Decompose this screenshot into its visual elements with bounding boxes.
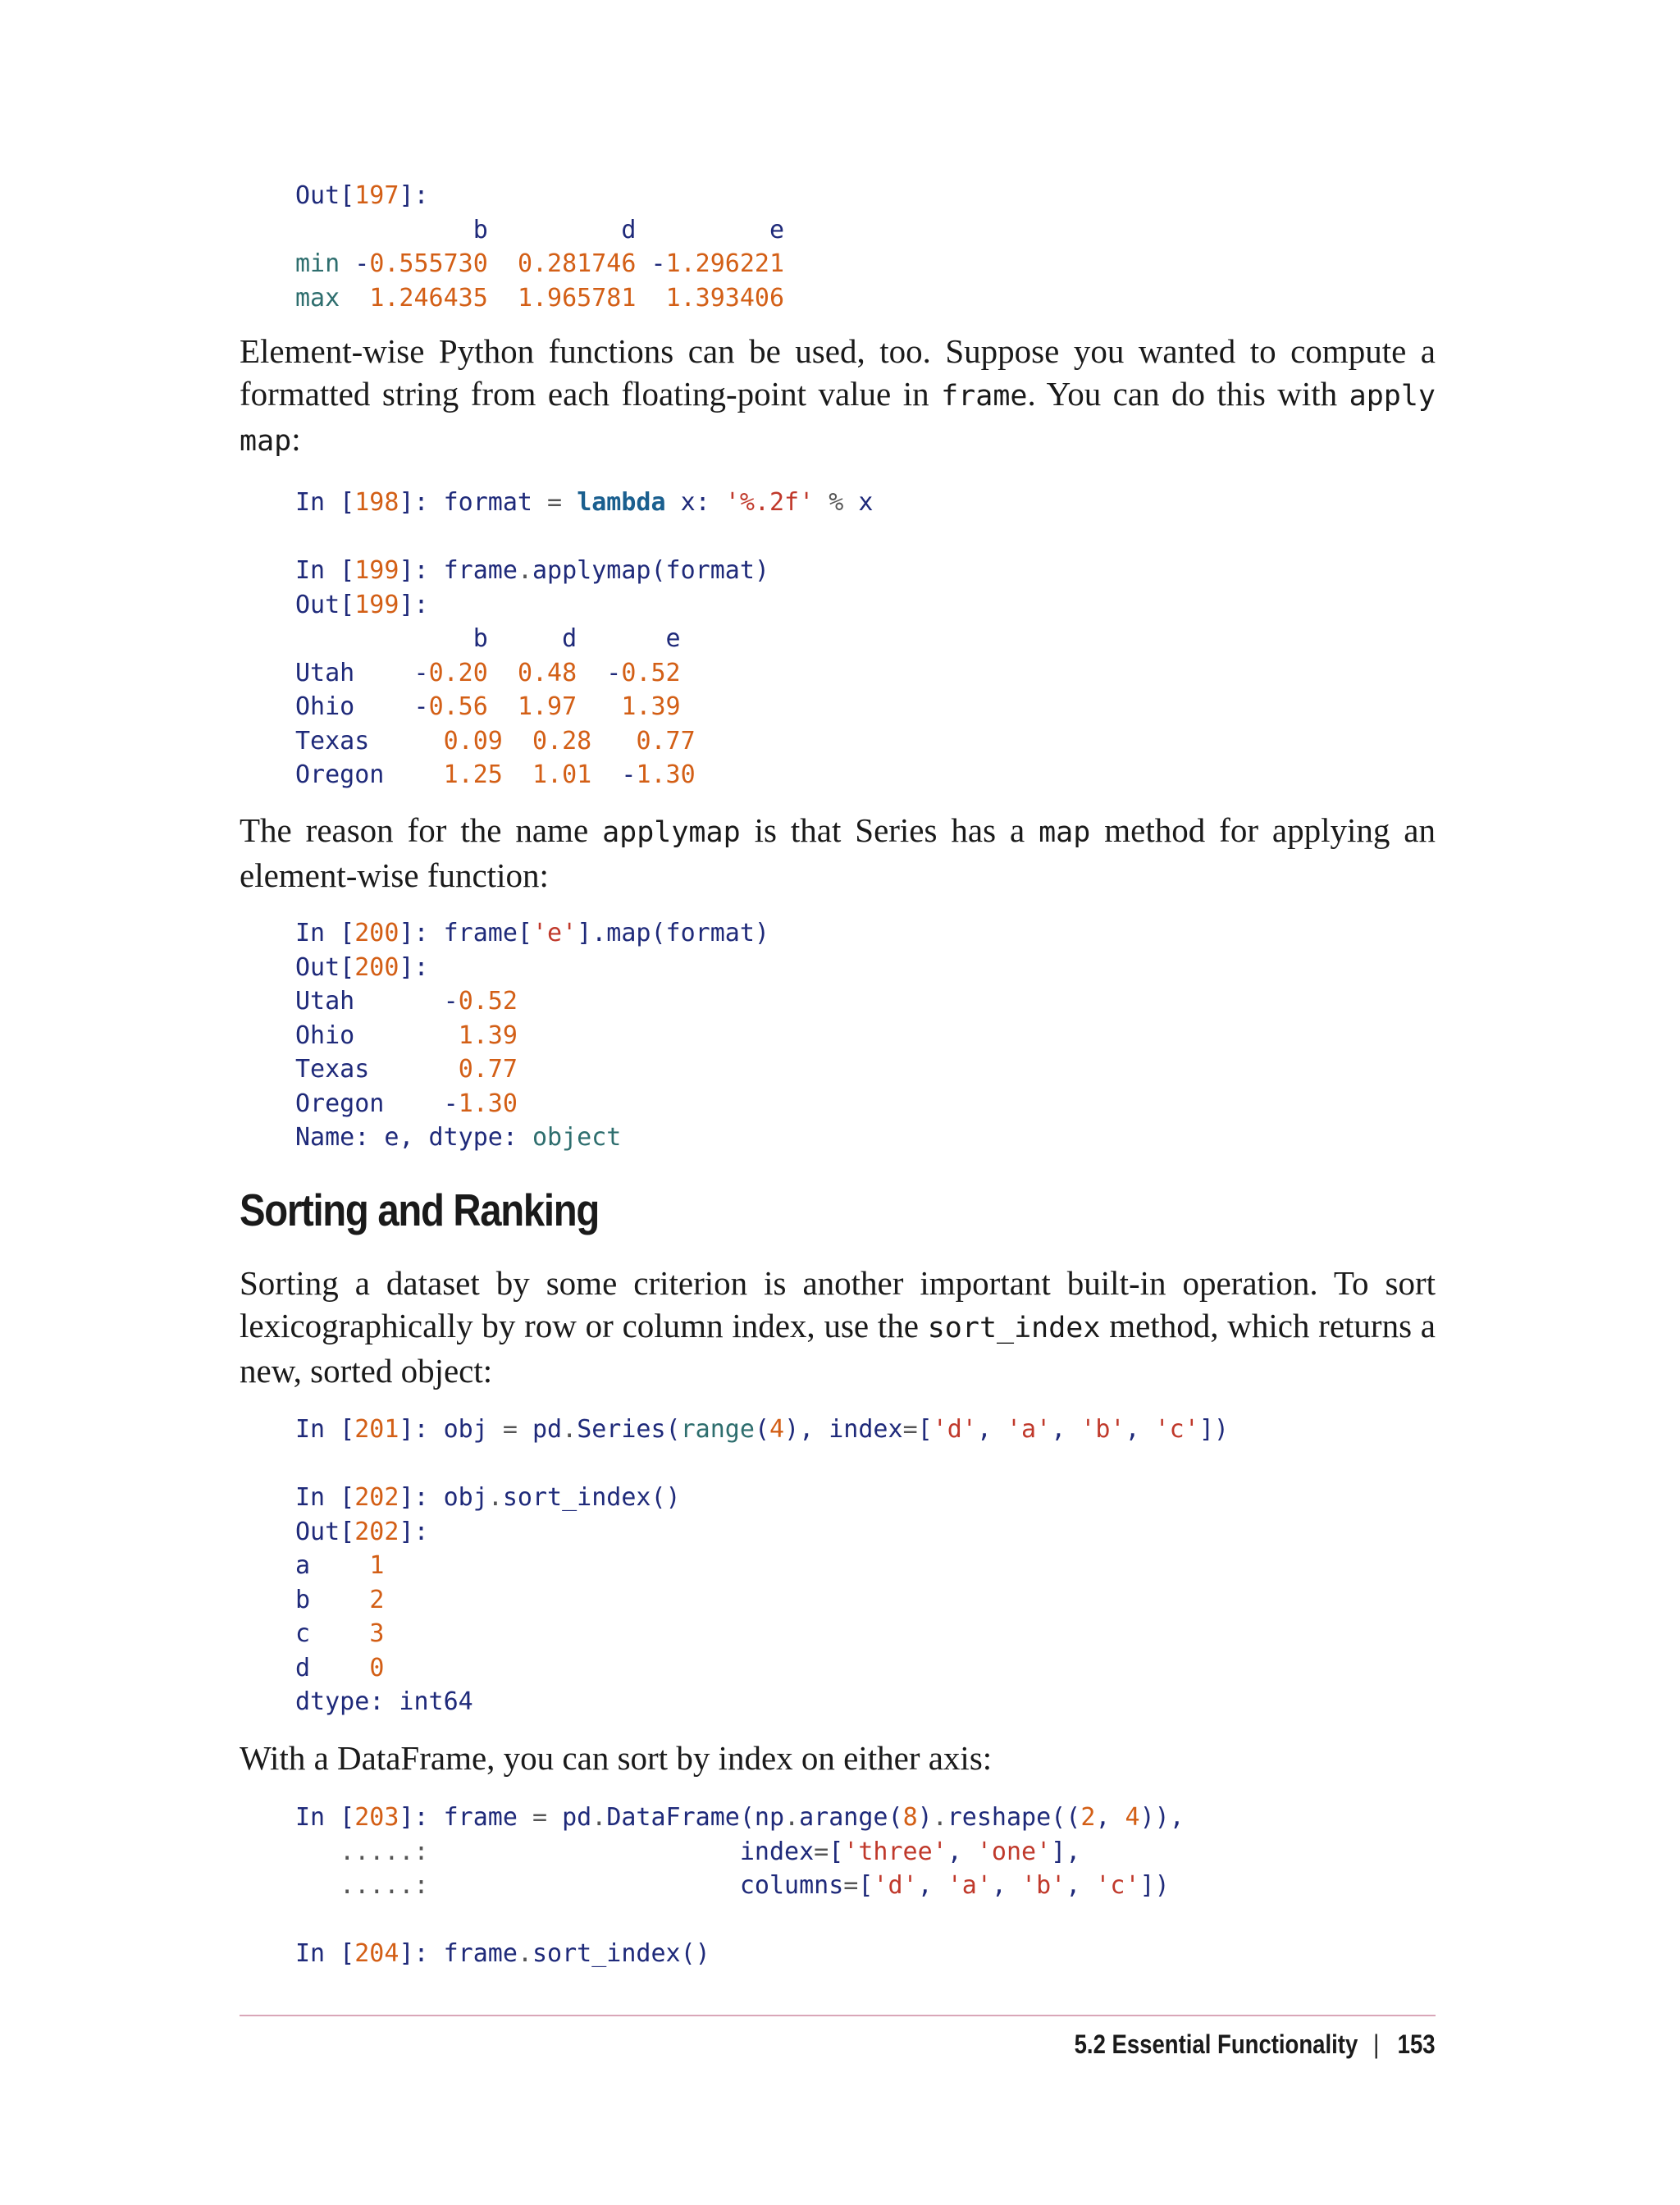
code-token: frame xyxy=(443,1803,518,1832)
code-token: sort_index() xyxy=(502,1483,681,1512)
code-token: ]: xyxy=(399,1803,444,1832)
inline-code: applymap xyxy=(602,816,741,849)
code-token: 1.01 xyxy=(532,760,592,789)
code-token: 202 xyxy=(354,1483,399,1512)
code-token: ]: xyxy=(399,181,429,210)
code-token xyxy=(488,659,518,687)
code-token xyxy=(591,727,636,756)
code-token: , xyxy=(947,1837,977,1866)
code-token: Out[ xyxy=(295,952,355,982)
inline-code: frame xyxy=(941,380,1028,413)
code-token: In [ xyxy=(295,1939,355,1968)
code-token: Oregon xyxy=(295,1089,444,1118)
code-token: , xyxy=(1125,1415,1155,1444)
code-token: 4 xyxy=(769,1415,785,1444)
code-token: . xyxy=(591,1803,607,1832)
code-token: - xyxy=(413,692,429,721)
code-token: [ xyxy=(917,1415,933,1444)
code-token: In [ xyxy=(295,919,355,947)
code-token: ]: xyxy=(399,590,429,619)
code-token: x: xyxy=(665,488,725,517)
code-token: applymap(format) xyxy=(532,556,769,585)
code-token: . xyxy=(487,1483,503,1512)
code-token: Out[ xyxy=(295,181,355,210)
code-token: 1.965781 xyxy=(517,283,637,313)
code-token: In [ xyxy=(295,556,355,585)
code-token: 200 xyxy=(354,952,399,982)
code-token: arange( xyxy=(799,1803,903,1832)
code-token: lambda xyxy=(577,488,666,517)
code-token: 199 xyxy=(354,590,399,619)
code-token: In [ xyxy=(295,1483,355,1512)
code-token: 200 xyxy=(354,919,399,947)
code-token xyxy=(488,284,518,313)
code-token: 8 xyxy=(902,1803,918,1832)
code-token: Out[ xyxy=(295,1517,355,1546)
code-block-4 xyxy=(295,1413,1229,1719)
code-token: 0.52 xyxy=(458,987,518,1016)
code-token: columns xyxy=(739,1871,844,1900)
code-token: b d e xyxy=(295,624,681,653)
footer-rule xyxy=(240,2015,1436,2016)
page-footer xyxy=(1075,2026,1436,2062)
code-token: 1.97 xyxy=(517,692,578,721)
code-token: ], xyxy=(1051,1837,1081,1866)
code-token: obj xyxy=(443,1483,488,1512)
code-token: ), index xyxy=(784,1415,903,1444)
code-token: 0 xyxy=(369,1653,385,1682)
paragraph-dataframe-sort: With a DataFrame, you can sort by index on either axis: xyxy=(240,1739,993,1777)
code-token: , xyxy=(976,1415,1007,1444)
code-token: pd xyxy=(562,1803,592,1832)
code-token: 0.77 xyxy=(458,1055,518,1084)
code-token xyxy=(503,760,532,789)
code-token xyxy=(577,692,621,721)
code-token xyxy=(636,284,665,313)
code-token: - xyxy=(577,658,622,687)
section-heading: Sorting and Ranking xyxy=(240,1185,599,1235)
code-token: dtype: int64 xyxy=(295,1687,473,1716)
code-block-5 xyxy=(295,1801,1185,1971)
paragraph-sorting-intro: Sorting a dataset by some criterion is another important built-in operation. To sort lexicographically by row or column index, use the sort_index method, which returns a new, sorted object: xyxy=(240,1264,1436,1390)
code-token xyxy=(503,727,532,756)
code-token: 1.393406 xyxy=(665,283,785,313)
code-token: Out[ xyxy=(295,590,355,619)
code-token: ]: xyxy=(399,1483,444,1512)
code-token: 0.48 xyxy=(517,658,578,687)
code-token: ]: xyxy=(399,488,444,517)
code-token: . xyxy=(932,1803,947,1832)
code-token xyxy=(488,692,518,721)
code-token: ]: xyxy=(399,1415,444,1444)
code-token: pd xyxy=(532,1415,563,1444)
code-token: b xyxy=(295,1585,370,1614)
code-token: frame xyxy=(443,556,518,585)
code-token: obj xyxy=(443,1415,488,1444)
code-token: 197 xyxy=(354,181,399,210)
code-token: , xyxy=(917,1871,947,1900)
code-token: [ xyxy=(858,1871,874,1900)
code-token: 'c' xyxy=(1095,1871,1140,1900)
code-token: .....: xyxy=(295,1837,740,1866)
code-token xyxy=(488,249,518,278)
code-token: 'd' xyxy=(873,1871,918,1900)
code-token: In [ xyxy=(295,1803,355,1832)
code-token: = xyxy=(532,488,578,517)
code-token: - xyxy=(443,1089,459,1118)
code-token: 0.281746 xyxy=(517,249,637,278)
code-token: 0.555730 xyxy=(369,249,488,278)
code-token: 0.56 xyxy=(428,692,488,721)
inline-code: map xyxy=(1039,816,1091,849)
code-token: - xyxy=(636,249,666,278)
code-token: [ xyxy=(829,1837,844,1866)
code-token: 198 xyxy=(354,488,399,517)
page-number: 153 xyxy=(1398,2029,1436,2059)
code-token: - xyxy=(443,987,459,1016)
code-token: .....: xyxy=(295,1871,740,1900)
code-token: frame xyxy=(443,1939,518,1968)
code-token: min xyxy=(295,249,355,278)
code-token: )), xyxy=(1139,1803,1185,1832)
code-token: 1.246435 xyxy=(369,283,488,313)
code-token: 'd' xyxy=(932,1415,977,1444)
code-token: = xyxy=(517,1803,563,1832)
code-token: 199 xyxy=(354,556,399,585)
code-token: 'b' xyxy=(1021,1871,1066,1900)
code-token: . xyxy=(784,1803,800,1832)
code-token: = xyxy=(843,1871,859,1900)
code-token: Utah xyxy=(295,658,414,687)
code-token: Ohio xyxy=(295,692,414,721)
code-block-1 xyxy=(295,179,784,315)
code-token: , xyxy=(1095,1803,1125,1832)
code-token: c xyxy=(295,1619,370,1648)
code-token: 202 xyxy=(354,1517,399,1546)
code-token: ) xyxy=(917,1803,933,1832)
paragraph-applymap-intro: Element-wise Python functions can be used, too. Suppose you wanted to compute a formatted string from each floating-point value in frame. You can do this with apply map: xyxy=(240,332,1436,458)
code-token: ]: xyxy=(399,952,429,982)
code-token: 'c' xyxy=(1154,1415,1199,1444)
code-token: 0.09 xyxy=(443,726,503,756)
code-token: , xyxy=(1051,1415,1081,1444)
code-token: Texas xyxy=(295,726,444,756)
footer-separator: | xyxy=(1373,2029,1380,2059)
code-token: 204 xyxy=(354,1939,399,1968)
code-token: 'one' xyxy=(976,1837,1052,1866)
code-token: ]: xyxy=(399,1939,444,1968)
code-token: ]) xyxy=(1139,1871,1170,1900)
code-token: 1.30 xyxy=(636,760,696,789)
code-token: 0.77 xyxy=(636,726,696,756)
code-token: ( xyxy=(754,1415,769,1444)
paragraph-applymap-reason: The reason for the name applymap is that Series has a map method for applying an element-wise function: xyxy=(240,811,1436,894)
code-token: - xyxy=(413,658,429,687)
code-token: = xyxy=(814,1837,829,1866)
inline-code: sort_index xyxy=(927,1312,1101,1344)
code-token: In [ xyxy=(295,1415,355,1444)
code-token: = xyxy=(487,1415,532,1444)
code-token: ]: xyxy=(399,1517,429,1546)
code-token: range xyxy=(680,1415,755,1444)
code-token: 1.25 xyxy=(443,760,503,789)
code-token: sort_index() xyxy=(532,1939,710,1968)
code-token: 0.28 xyxy=(532,726,592,756)
code-token: . xyxy=(562,1415,578,1444)
code-token: index xyxy=(739,1837,815,1866)
code-token: 2 xyxy=(1080,1803,1096,1832)
code-token: frame[ xyxy=(443,919,532,947)
code-token: 'e' xyxy=(532,919,578,947)
code-token: 3 xyxy=(369,1619,385,1648)
inline-code: apply map xyxy=(240,380,1436,458)
code-token: format xyxy=(443,488,532,517)
code-token: . xyxy=(517,1939,532,1968)
code-token: x xyxy=(858,488,874,517)
code-token: ]) xyxy=(1198,1415,1229,1444)
code-block-3 xyxy=(295,916,769,1155)
code-token: object xyxy=(532,1123,622,1152)
code-token: 0.20 xyxy=(428,658,488,687)
code-token: 203 xyxy=(354,1803,399,1832)
code-token: 1 xyxy=(369,1551,385,1580)
code-token: 'b' xyxy=(1080,1415,1125,1444)
code-token: b d e xyxy=(295,215,785,244)
code-token: Texas xyxy=(295,1055,459,1084)
code-token: = xyxy=(902,1415,918,1444)
code-token: d xyxy=(295,1653,370,1682)
code-token: 1.39 xyxy=(458,1020,518,1050)
code-token: 'a' xyxy=(947,1871,992,1900)
code-token: In [ xyxy=(295,488,355,517)
code-token: 'three' xyxy=(843,1837,947,1866)
code-token: Utah xyxy=(295,987,444,1016)
code-token: 1.30 xyxy=(458,1089,518,1118)
code-token: ].map(format) xyxy=(577,919,769,947)
code-token: 'a' xyxy=(1007,1415,1052,1444)
code-token: Name: e, dtype: xyxy=(295,1123,532,1152)
code-token: max xyxy=(295,283,370,313)
code-token: Ohio xyxy=(295,1020,459,1050)
code-token: DataFrame(np xyxy=(606,1803,785,1832)
code-token: 1.296221 xyxy=(665,249,785,278)
code-token: Series( xyxy=(577,1415,681,1444)
code-token: '%.2f' xyxy=(724,488,815,517)
code-token: , xyxy=(1066,1871,1096,1900)
code-token: reshape(( xyxy=(947,1803,1081,1832)
code-token: - xyxy=(591,760,637,789)
code-token: ]: xyxy=(399,919,444,947)
footer-section-title: 5.2 Essential Functionality xyxy=(1075,2029,1358,2059)
code-token: 2 xyxy=(369,1585,385,1614)
code-token: Oregon xyxy=(295,760,444,789)
code-token: ]: xyxy=(399,556,444,585)
code-token: 201 xyxy=(354,1415,399,1444)
code-block-2 xyxy=(295,486,873,792)
code-token: % xyxy=(814,488,859,517)
code-token: - xyxy=(354,249,370,278)
code-token: , xyxy=(991,1871,1022,1900)
code-token: . xyxy=(517,556,532,585)
code-token: 1.39 xyxy=(621,692,681,721)
code-token: a xyxy=(295,1551,370,1580)
code-token: 0.52 xyxy=(621,658,681,687)
code-token: 4 xyxy=(1125,1803,1140,1832)
